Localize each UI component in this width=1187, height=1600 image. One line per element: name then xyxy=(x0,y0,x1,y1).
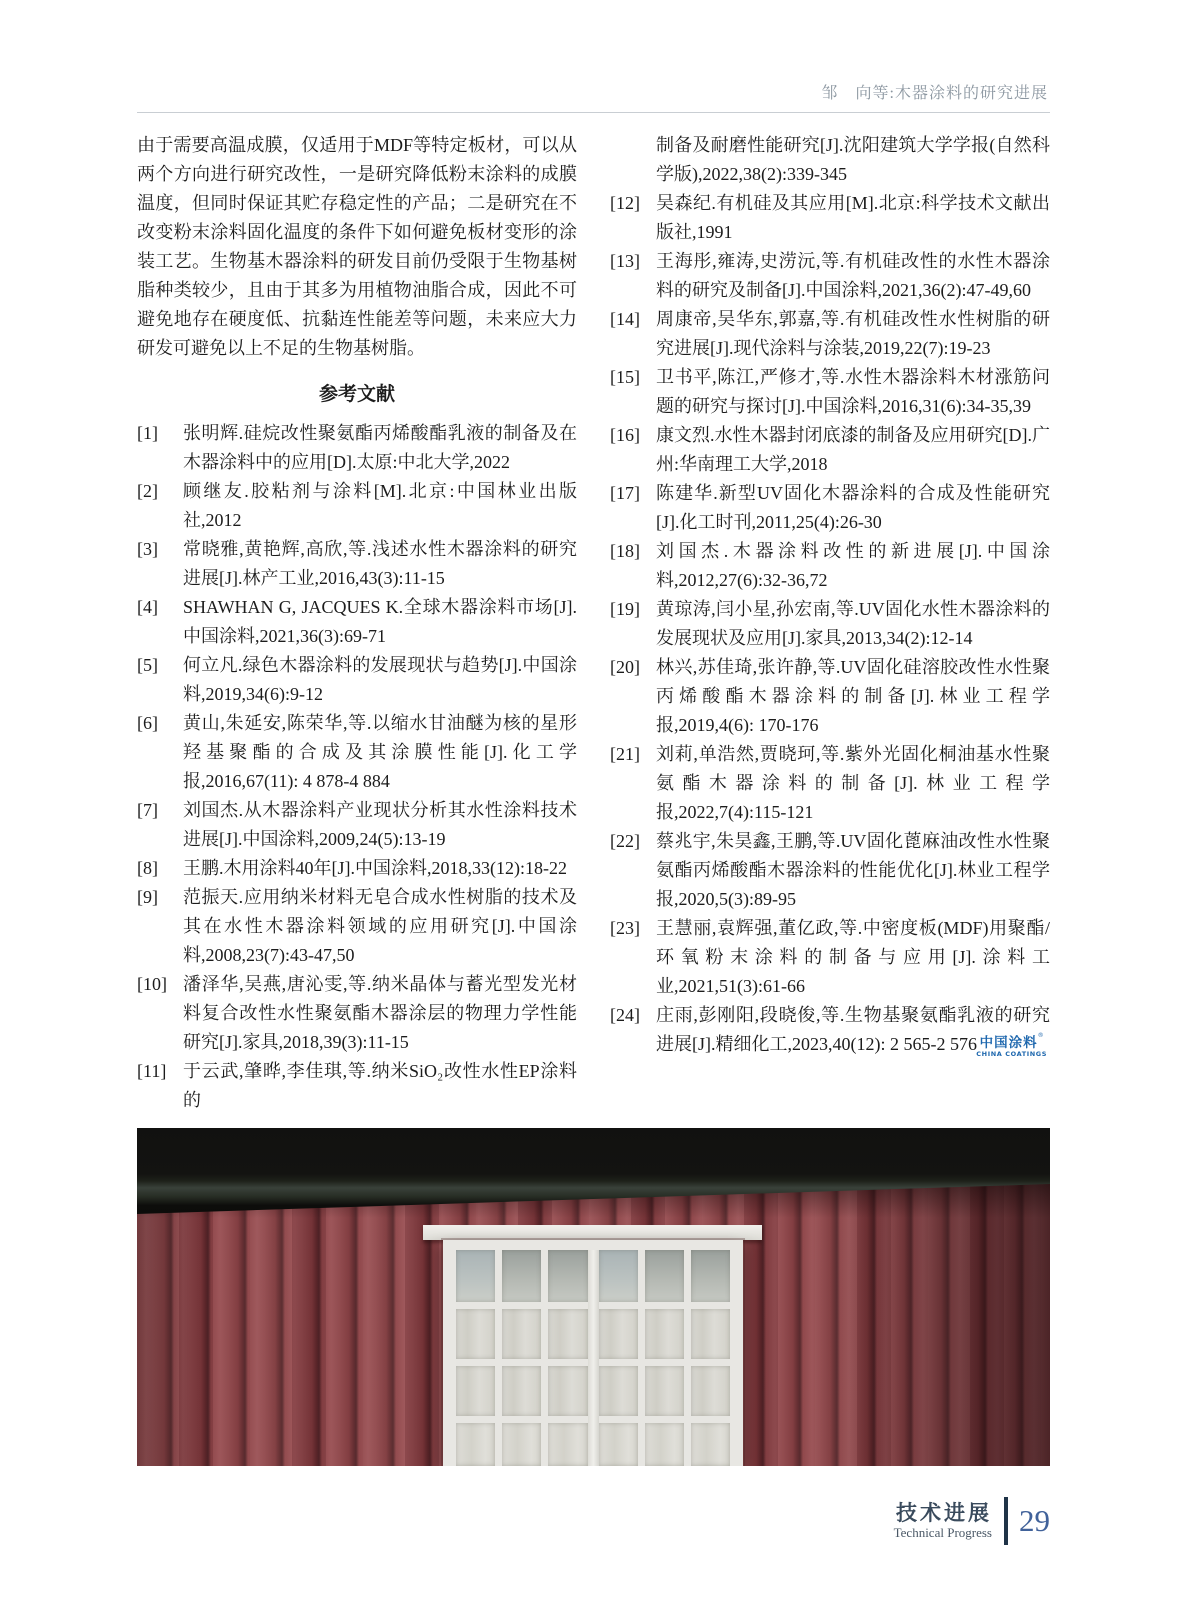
reference-number: [21] xyxy=(610,744,640,764)
reference-number: [12] xyxy=(610,193,640,213)
logo-chinese-text: 中国涂料 xyxy=(979,1035,1038,1051)
reference-text: 何立凡.绿色木器涂料的发展现状与趋势[J].中国涂料,2019,34(6):9-12 xyxy=(183,655,577,704)
window-pane xyxy=(599,1423,638,1466)
reference-text: 黄琼涛,闫小星,孙宏南,等.UV固化水性木器涂料的发展现状及应用[J].家具,2013,34(2):12-14 xyxy=(656,599,1050,648)
reference-text: 王鹏.木用涂料40年[J].中国涂料,2018,33(12):18-22 xyxy=(183,858,567,878)
reference-number: [20] xyxy=(610,657,640,677)
china-coatings-logo xyxy=(976,1033,1047,1058)
body-paragraph: 由于需要高温成膜，仅适用于MDF等特定板材，可以从两个方向进行研究改性，一是研究降低粉末涂料的成膜温度，但同时保证其贮存稳定性的产品；二是研究在不改变粉末涂料固化温度的条件下如何避免板材变形的涂装工艺。生物基木器涂料的研发目前仍受限于生物基树脂种类较少，且由于其多为用植物油脂合成，因此不可避免地存在硬度低、抗黏连性能差等问题，未来应大力研发可避免以上不足的生物基树脂。 xyxy=(137,135,577,358)
window-center-mullion xyxy=(588,1250,599,1466)
reference-number: [6] xyxy=(137,713,158,733)
window-pane xyxy=(502,1423,541,1466)
reference-item xyxy=(610,305,1050,363)
reference-item xyxy=(610,479,1050,537)
reference-number: [18] xyxy=(610,541,640,561)
reference-text: 制备及耐磨性能研究[J].沈阳建筑大学学报(自然科学版),2022,38(2):339-345 xyxy=(656,135,1050,184)
reference-number: [5] xyxy=(137,655,158,675)
reference-number: [15] xyxy=(610,367,640,387)
window-pane xyxy=(548,1309,587,1359)
reference-item xyxy=(137,854,577,883)
window-pane xyxy=(645,1423,684,1466)
reference-item xyxy=(610,537,1050,595)
reference-number: [3] xyxy=(137,539,158,559)
window-pane xyxy=(548,1366,587,1416)
reference-continuation xyxy=(610,131,1050,189)
reference-number: [10] xyxy=(137,974,167,994)
reference-item xyxy=(137,796,577,854)
reference-text: 潘泽华,吴燕,唐沁雯,等.纳米晶体与蓄光型发光材料复合改性水性聚氨酯木器涂层的物理力学性能研究[J].家具,2018,39(3):11-15 xyxy=(183,974,577,1052)
reference-text: 刘莉,单浩然,贾晓珂,等.紫外光固化桐油基水性聚氨酯木器涂料的制备[J].林业工程学报,2022,7(4):115-121 xyxy=(656,744,1050,822)
trademark-icon: ® xyxy=(1037,1032,1044,1039)
window-pane xyxy=(691,1366,730,1416)
section-label xyxy=(894,1501,992,1540)
reference-text: 顾继友.胶粘剂与涂料[M].北京:中国林业出版社,2012 xyxy=(183,481,577,530)
reference-text: 张明辉.硅烷改性聚氨酯丙烯酸酯乳液的制备及在木器涂料中的应用[D].太原:中北大学,2022 xyxy=(183,423,577,472)
window-pane xyxy=(456,1250,495,1302)
reference-text: 王海彤,雍涛,史涝沅,等.有机硅改性的水性木器涂料的研究及制备[J].中国涂料,2021,36(2):47-49,60 xyxy=(656,251,1050,300)
logo-english-text: CHINA COATINGS xyxy=(976,1049,1047,1058)
right-column xyxy=(610,131,1050,1115)
text-columns xyxy=(137,131,1050,1115)
page-number: 29 xyxy=(1019,1503,1050,1538)
reference-number: [2] xyxy=(137,481,158,501)
reference-item xyxy=(610,421,1050,479)
running-head: 邹 向等:木器涂料的研究进展 xyxy=(821,85,1048,102)
window-casement-left xyxy=(456,1250,588,1466)
window-pane xyxy=(691,1309,730,1359)
window-pane xyxy=(599,1250,638,1302)
reference-item xyxy=(137,970,577,1057)
window-pane xyxy=(645,1366,684,1416)
reference-item xyxy=(137,883,577,970)
reference-text: 范振天.应用纳米材料无皂合成水性树脂的技术及其在水性木器涂料领域的应用研究[J].中国涂料,2008,23(7):43-47,50 xyxy=(183,887,577,965)
footer-divider-bar xyxy=(1004,1497,1008,1545)
window-casement-right xyxy=(599,1250,731,1466)
reference-item xyxy=(610,740,1050,827)
reference-number: [4] xyxy=(137,597,158,617)
reference-text: 周康帝,吴华东,郭嘉,等.有机硅改性水性树脂的研究进展[J].现代涂料与涂装,2019,22(7):19-23 xyxy=(656,309,1050,358)
reference-number: [11] xyxy=(137,1061,167,1081)
section-label-english: Technical Progress xyxy=(893,1524,992,1540)
reference-text: 陈建华.新型UV固化木器涂料的合成及性能研究[J].化工时刊,2011,25(4):26-30 xyxy=(656,483,1050,532)
reference-item xyxy=(137,593,577,651)
reference-number: [8] xyxy=(137,858,158,878)
reference-text: 蔡兆宇,朱昊鑫,王鹏,等.UV固化蓖麻油改性水性聚氨酯丙烯酸酯木器涂料的性能优化[J].林业工程学报,2020,5(3):89-95 xyxy=(656,831,1050,909)
reference-item xyxy=(610,363,1050,421)
reference-text: 王慧丽,袁辉强,董亿政,等.中密度板(MDF)用聚酯/环氧粉末涂料的制备与应用[J].涂料工业,2021,51(3):61-66 xyxy=(656,918,1050,996)
reference-number: [19] xyxy=(610,599,640,619)
reference-item xyxy=(610,189,1050,247)
left-column xyxy=(137,131,577,1115)
reference-item xyxy=(610,827,1050,914)
window xyxy=(443,1240,743,1466)
reference-number: [7] xyxy=(137,800,158,820)
window-pane xyxy=(599,1309,638,1359)
window-pane xyxy=(456,1423,495,1466)
window-pane xyxy=(645,1309,684,1359)
window-pane xyxy=(691,1423,730,1466)
reference-number: [22] xyxy=(610,831,640,851)
reference-text: 康文烈.水性木器封闭底漆的制备及应用研究[D].广州:华南理工大学,2018 xyxy=(656,425,1050,474)
window-pane xyxy=(502,1309,541,1359)
reference-text: 林兴,苏佳琦,张许静,等.UV固化硅溶胶改性水性聚丙烯酸酯木器涂料的制备[J].林业工程学报,2019,4(6): 170-176 xyxy=(656,657,1050,735)
reference-number: [24] xyxy=(610,1005,640,1025)
reference-number: [1] xyxy=(137,423,158,443)
reference-number: [13] xyxy=(610,251,640,271)
window-pane xyxy=(645,1250,684,1302)
barn-wall-photo xyxy=(137,1128,1050,1466)
window-lintel xyxy=(423,1225,762,1240)
reference-item xyxy=(610,653,1050,740)
reference-item xyxy=(137,535,577,593)
reference-text: 卫书平,陈江,严修才,等.水性木器涂料木材涨筋问题的研究与探讨[J].中国涂料,2016,31(6):34-35,39 xyxy=(656,367,1050,416)
window-pane xyxy=(548,1250,587,1302)
reference-number: [14] xyxy=(610,309,640,329)
window-pane xyxy=(456,1366,495,1416)
header-rule xyxy=(137,112,1050,113)
reference-item xyxy=(137,1057,577,1115)
reference-text: 庄雨,彭刚阳,段晓俊,等.生物基聚氨酯乳液的研究进展[J].精细化工,2023,40(12): 2 565-2 576 xyxy=(656,1005,1050,1054)
window-pane xyxy=(599,1366,638,1416)
reference-item xyxy=(137,477,577,535)
reference-number: [23] xyxy=(610,918,640,938)
window-pane xyxy=(502,1250,541,1302)
window-pane xyxy=(502,1366,541,1416)
reference-text: 刘国杰.从木器涂料产业现状分析其水性涂料技术进展[J].中国涂料,2009,24(5):13-19 xyxy=(183,800,577,849)
reference-number: [9] xyxy=(137,887,158,907)
reference-item xyxy=(610,914,1050,1001)
reference-number: [16] xyxy=(610,425,640,445)
window-pane xyxy=(548,1423,587,1466)
reference-text: 常晓雅,黄艳辉,高欣,等.浅述水性木器涂料的研究进展[J].林产工业,2016,43(3):11-15 xyxy=(183,539,577,588)
reference-item xyxy=(137,651,577,709)
reference-text: 刘国杰.木器涂料改性的新进展[J].中国涂料,2012,27(6):32-36,72 xyxy=(656,541,1050,590)
reference-text: 于云武,肇晔,李佳琪,等.纳米SiO₂改性水性EP涂料的 xyxy=(183,1061,577,1110)
reference-text: 吴森纪.有机硅及其应用[M].北京:科学技术文献出版社,1991 xyxy=(656,193,1050,242)
references-heading: 参考文献 xyxy=(318,384,395,405)
window-pane xyxy=(456,1309,495,1359)
reference-item xyxy=(610,595,1050,653)
reference-item xyxy=(137,419,577,477)
reference-number: [17] xyxy=(610,483,640,503)
reference-text: SHAWHAN G, JACQUES K.全球木器涂料市场[J].中国涂料,2021,36(3):69-71 xyxy=(183,597,577,646)
reference-item xyxy=(137,709,577,796)
reference-text: 黄山,朱延安,陈荣华,等.以缩水甘油醚为核的星形羟基聚酯的合成及其涂膜性能[J].化工学报,2016,67(11): 4 878-4 884 xyxy=(183,713,577,791)
page-footer xyxy=(894,1497,1050,1545)
window-pane xyxy=(691,1250,730,1302)
reference-item xyxy=(610,247,1050,305)
section-label-chinese: 技术进展 xyxy=(896,1501,992,1526)
